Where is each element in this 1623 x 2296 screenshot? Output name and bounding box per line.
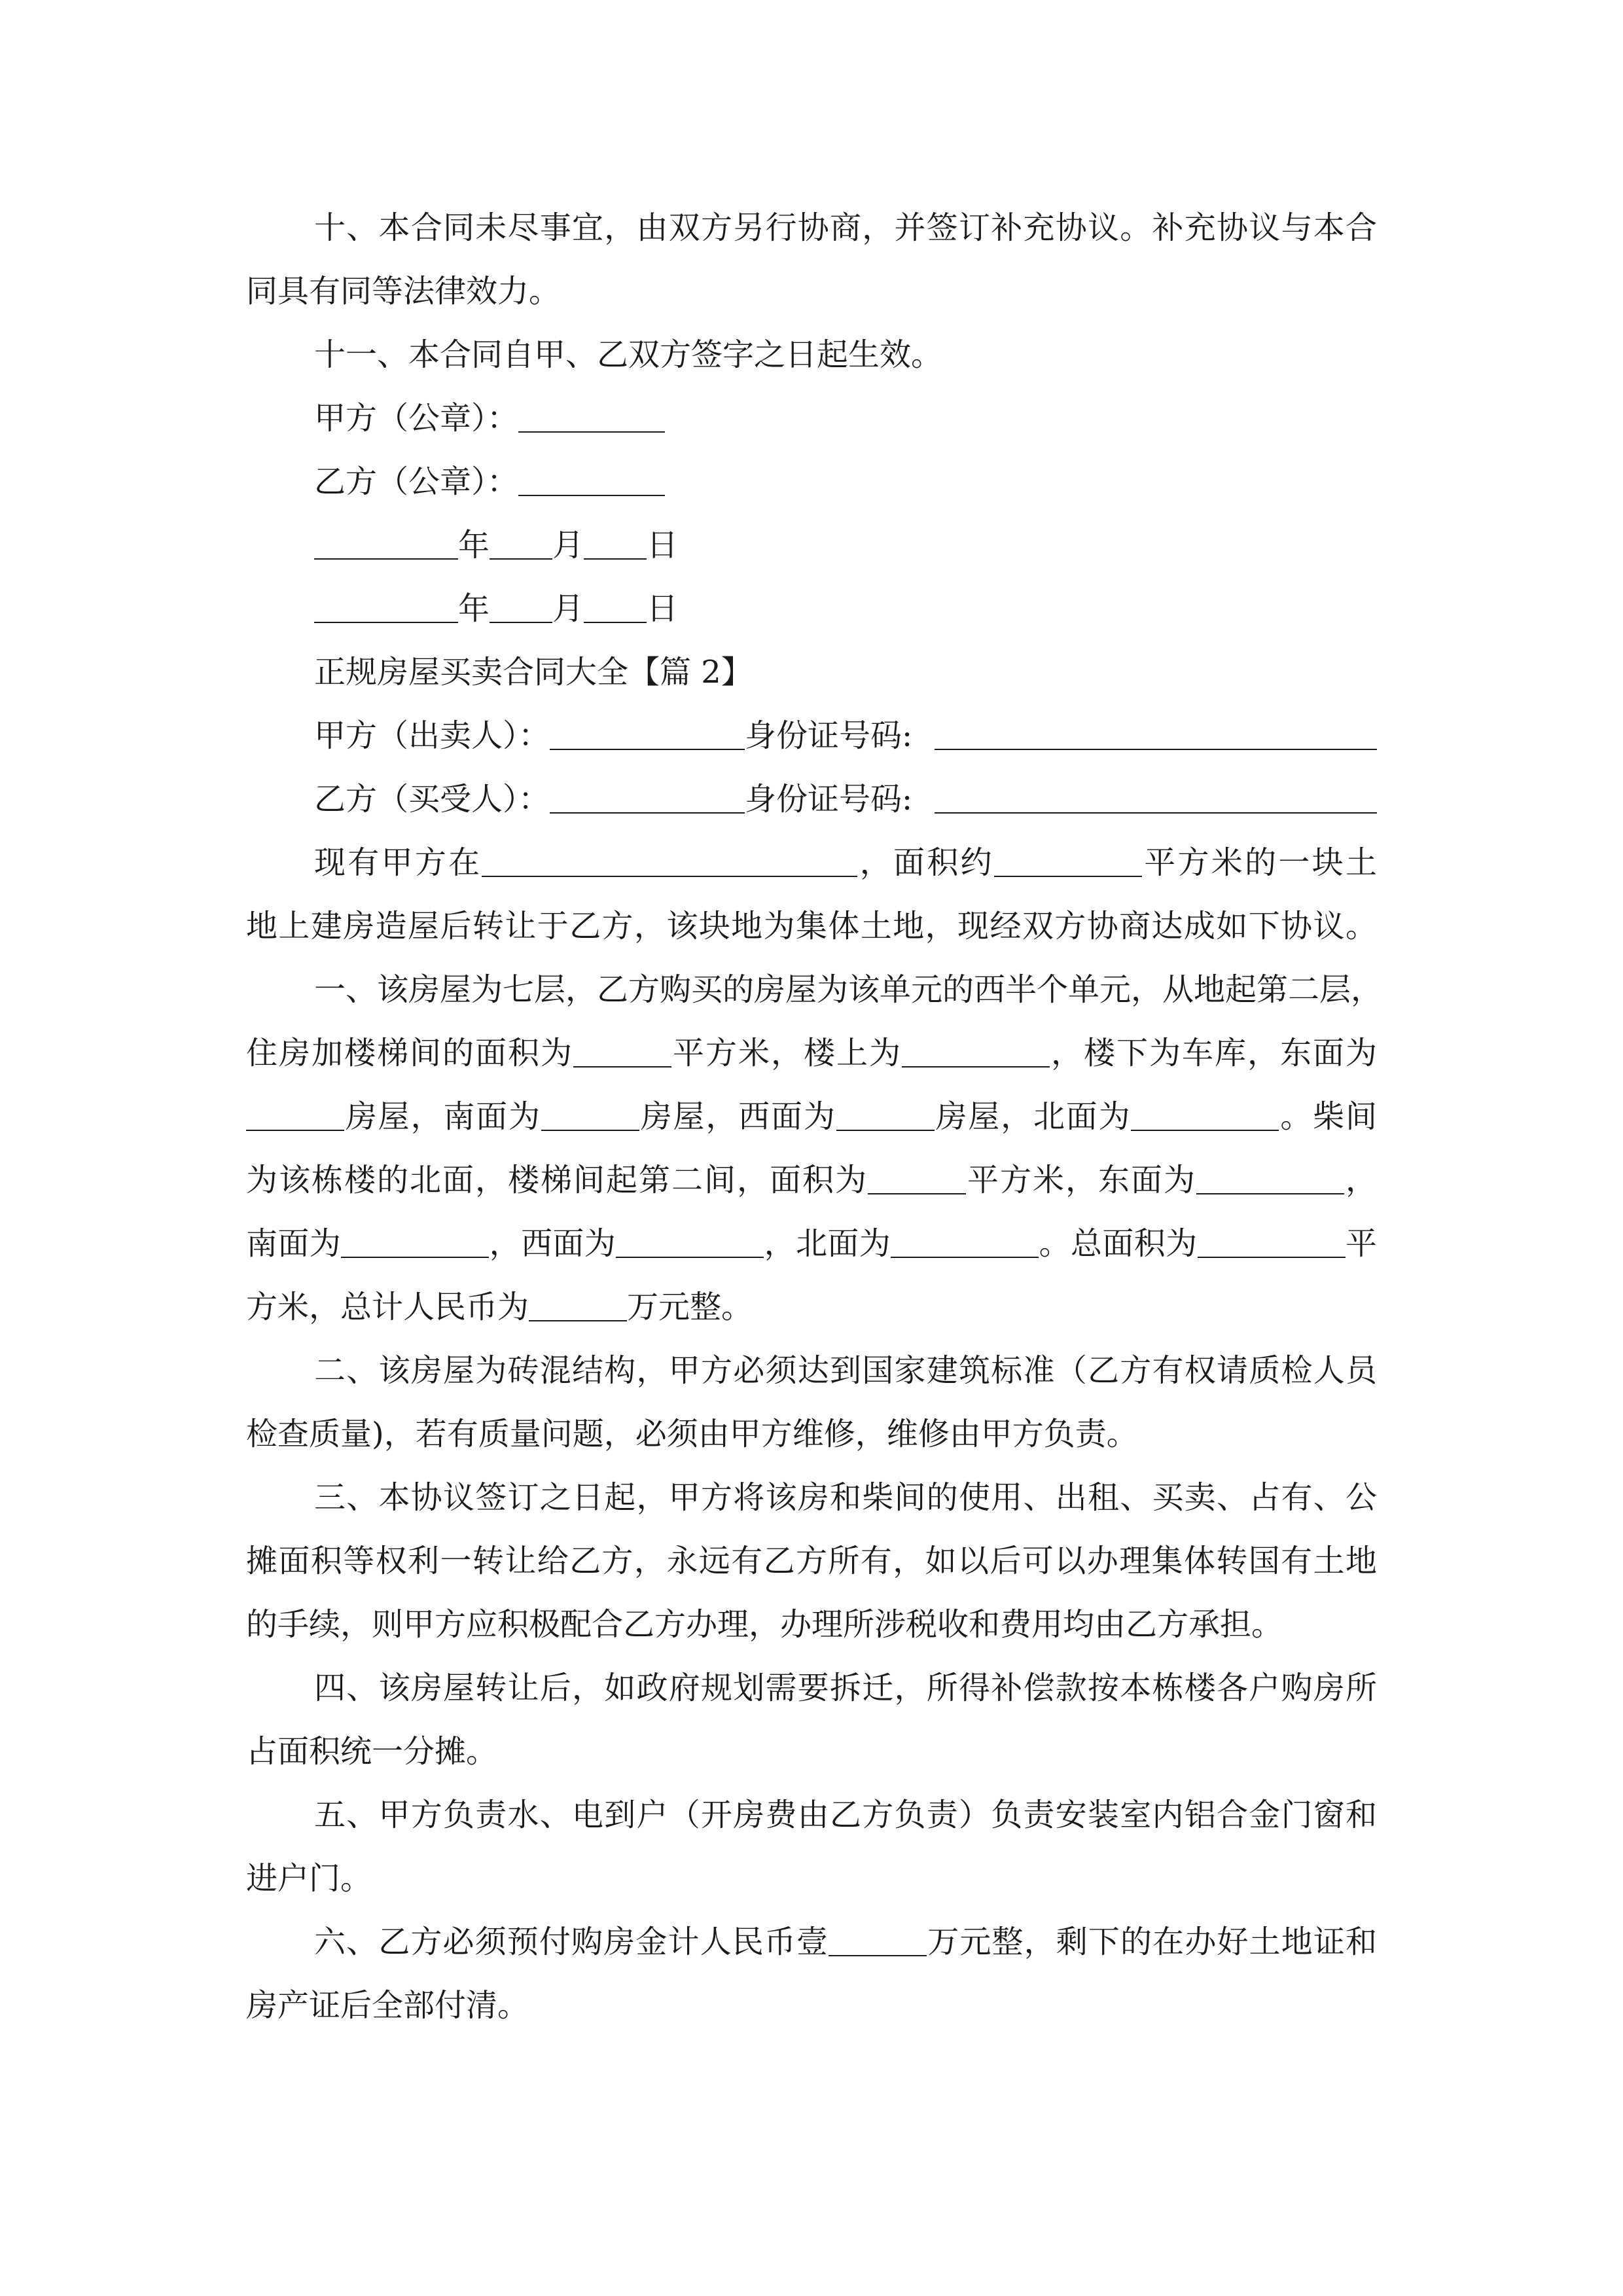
area-blank	[573, 1040, 671, 1067]
month-label: 月	[552, 527, 584, 564]
clause-2-line-2: 检查质量)，若有质量问题，必须由甲方维修，维修由甲方负责。	[246, 1416, 1138, 1452]
clause-6-line-1: 六、乙方必须预付购房金计人民币壹 万元整，剩下的在办好土地证和	[314, 1924, 1377, 1960]
buyer-id-label: 身份证号码:	[745, 781, 913, 817]
date-line-2	[246, 577, 1377, 641]
day-label: 日	[647, 527, 679, 564]
section-title: 正规房屋买卖合同大全【篇 2】	[314, 654, 753, 691]
upstairs-blank	[902, 1040, 1050, 1067]
party-b-seal-line	[246, 450, 1377, 514]
clause-2-line-1: 二、该房屋为砖混结构，甲方必须达到国家建筑标准（乙方有权请质检人员	[314, 1352, 1377, 1389]
clause-1-line-1: 一、该房屋为七层，乙方购买的房屋为该单元的西半个单元，从地起第二层，	[314, 971, 1383, 1008]
clause-1-line-2: 住房加楼梯间的面积为 平方米，楼上为 ，楼下为车库，东面为	[246, 1035, 1377, 1071]
seller-name-blank	[550, 723, 745, 750]
seller-label: 甲方（出卖人）：	[314, 717, 550, 754]
month-label: 月	[552, 590, 584, 627]
party-b-seal-blank	[518, 469, 665, 496]
party-b-seal-label: 乙方（公章）：	[314, 463, 519, 500]
clause-1-line-5: 南面为 ，西面为 ，北面为 。总面积为 平	[246, 1225, 1377, 1262]
shed-east-blank	[1196, 1167, 1344, 1194]
shed-north-blank	[891, 1230, 1039, 1258]
preamble-line-1: 现有甲方在 ，面积约 平方米的一块土	[314, 844, 1377, 881]
preamble-line-2: 地上建房造屋后转让于乙方，该块地为集体土地，现经双方协商达成如下协议。	[246, 908, 1377, 944]
south-blank	[541, 1103, 639, 1131]
clause-1-line-4: 为该栋楼的北面，楼梯间起第二间，面积为 平方米，东面为 ，	[246, 1162, 1377, 1198]
year-label: 年	[458, 527, 490, 564]
buyer-line	[246, 768, 1377, 831]
clause-4-line-2: 占面积统一分摊。	[246, 1733, 498, 1770]
day-blank	[584, 532, 647, 560]
east-blank	[246, 1103, 344, 1131]
buyer-id-blank	[935, 786, 1377, 814]
shed-west-blank	[616, 1230, 764, 1258]
buyer-name-blank	[550, 786, 745, 814]
month-blank	[490, 532, 552, 560]
clause-4-line-1: 四、该房屋转让后，如政府规划需要拆迁，所得补偿款按本栋楼各户购房所	[314, 1670, 1377, 1706]
seller-id-blank	[935, 723, 1377, 750]
clause-1-line-6: 方米，总计人民币为 万元整。	[246, 1289, 753, 1325]
clause-10-line-2: 同具有同等法律效力。	[246, 273, 561, 310]
total-price-blank	[529, 1294, 627, 1321]
year-blank	[314, 532, 458, 560]
day-blank	[584, 596, 647, 623]
prepayment-blank	[829, 1929, 927, 1956]
clause-5-line-1: 五、甲方负责水、电到户（开房费由乙方负责）负责安装室内铝合金门窗和	[314, 1797, 1377, 1833]
contract-page	[246, 196, 1383, 2037]
year-label: 年	[458, 590, 490, 627]
clause-6-line-2: 房产证后全部付清。	[246, 1987, 529, 2024]
party-a-seal-label: 甲方（公章）：	[314, 400, 519, 437]
west-blank	[836, 1103, 935, 1131]
clause-1-line-3: 房屋，南面为 房屋，西面为 房屋，北面为 。柴间	[246, 1085, 1377, 1149]
day-label: 日	[647, 590, 679, 627]
shed-south-blank	[341, 1230, 489, 1258]
seller-id-label: 身份证号码:	[745, 717, 913, 754]
shed-area-blank	[868, 1167, 966, 1194]
year-blank	[314, 596, 458, 623]
party-a-seal-blank	[518, 405, 665, 433]
seller-line	[246, 704, 1377, 768]
clause-3-line-1: 三、本协议签订之日起，甲方将该房和柴间的使用、出租、买卖、占有、公	[314, 1479, 1377, 1516]
clause-5-line-2: 进户门。	[246, 1860, 372, 1897]
clause-11: 十一、本合同自甲、乙双方签字之日起生效。	[314, 336, 943, 373]
party-a-seal-line	[246, 387, 1377, 450]
month-blank	[490, 596, 552, 623]
north-blank	[1131, 1103, 1279, 1131]
clause-3-line-3: 的手续，则甲方应积极配合乙方办理，办理所涉税收和费用均由乙方承担。	[246, 1606, 1283, 1643]
total-area-blank	[1198, 1230, 1346, 1258]
clause-10-line-1: 十、本合同未尽事宜，由双方另行协商，并签订补充协议。补充协议与本合	[314, 209, 1377, 246]
land-location-blank	[482, 850, 857, 877]
land-area-blank	[994, 850, 1142, 877]
clause-3-line-2: 摊面积等权利一转让给乙方，永远有乙方所有，如以后可以办理集体转国有土地	[246, 1543, 1377, 1579]
buyer-label: 乙方（买受人）：	[314, 781, 550, 817]
date-line-1	[246, 514, 1377, 577]
